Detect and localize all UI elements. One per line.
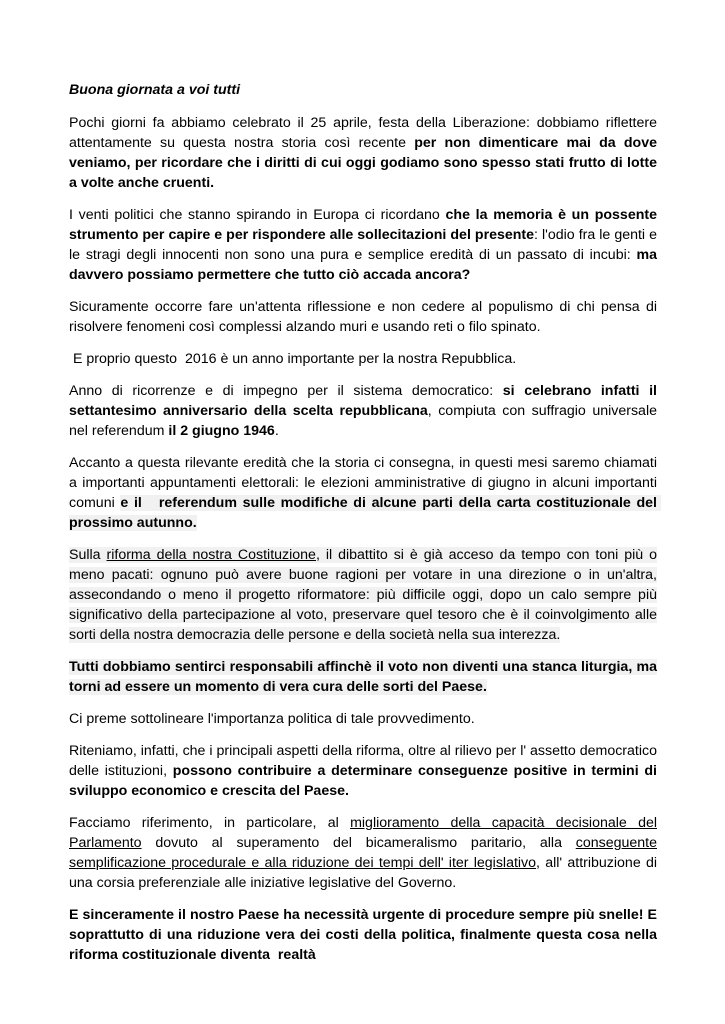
bold-text: il 2 giugno 1946 — [168, 423, 275, 439]
highlighted-text — [69, 547, 657, 643]
paragraph-text: dovuto al superamento del bicameralismo paritario, alla — [141, 835, 576, 851]
bold-text: per non dimenticare mai da dove veniamo, per ricordare che i diritti di cui oggi godiamo sono spesso stati frutto di lotte a volte anche cruenti. — [69, 135, 657, 191]
underlined-text: riforma della nostra Costituzione — [106, 547, 316, 563]
paragraph-ricorrenze — [69, 381, 657, 441]
paragraph-2016: E proprio questo 2016 è un anno importante per la nostra Repubblica. — [69, 351, 517, 367]
bold-highlighted-text: e il referendum sulle modifiche di alcune parti della carta costituzionale del prossimo autunno. — [69, 495, 661, 531]
bold-text: E sinceramente il nostro Paese ha necessità urgente di procedure sempre più snelle! E soprattutto di una riduzione vera dei costi della politica, finalmente questa cosa nella riforma costituzionale diventa realtà — [69, 907, 661, 963]
paragraph-importanza: Ci preme sottolineare l'importanza politica di tale provvedimento. — [69, 711, 475, 727]
bold-text: ma davvero possiamo permettere che tutto ciò accada ancora? — [69, 247, 657, 283]
bold-highlighted-text: Tutti dobbiamo sentirci responsabili affinchè il voto non diventi una stanca liturgia, ma torni ad essere un momento di vera cura delle sorti del Paese. — [69, 659, 657, 695]
document-title: Buona giornata a voi tutti — [69, 82, 241, 98]
paragraph-text: Riteniamo, infatti, che i principali aspetti della riforma, oltre al rilievo per l' assetto democratico delle istituzioni, — [69, 743, 657, 779]
paragraph-europa — [69, 205, 657, 285]
paragraph-text: , compiuta con suffragio universale nel referendum — [69, 403, 657, 439]
paragraph-text: , all' attribuzione di una corsia preferenziale alle iniziative legislative del Governo. — [69, 855, 657, 891]
bold-text: si celebrano infatti il settantesimo anniversario della scelta repubblicana — [69, 383, 657, 419]
document-page — [69, 80, 661, 977]
paragraph-text: Anno di ricorrenze e di impegno per il sistema democratico: — [69, 383, 503, 399]
bold-text: possono contribuire a determinare conseguenze positive in termini di sviluppo economico e crescita del Paese. — [69, 763, 657, 799]
paragraph-text: Pochi giorni fa abbiamo celebrato il 25 aprile, festa della Liberazione: dobbiamo riflettere attentamente su questa nostra storia così recente — [69, 115, 657, 151]
paragraph-responsabili — [69, 657, 657, 697]
paragraph-liberazione — [69, 113, 657, 193]
paragraph-aspetti — [69, 741, 657, 801]
paragraph-elezioni — [69, 453, 661, 533]
paragraph-riforma — [69, 545, 657, 645]
bold-text: che la memoria è un possente strumento per capire e per rispondere alle sollecitazioni del presente — [69, 207, 657, 243]
underlined-text: miglioramento della capacità decisionale del Parlamento — [69, 815, 657, 851]
paragraph-text: I venti politici che stanno spirando in Europa ci ricordano — [69, 207, 446, 223]
paragraph-parlamento — [69, 813, 657, 893]
paragraph-text: : l'odio fra le genti e le stragi degli innocenti non sono una pura e semplice eredità di un passato di incubi: — [69, 227, 657, 263]
underlined-text: conseguente semplificazione procedurale e alla riduzione dei tempi dell' iter legislativo — [69, 835, 657, 871]
paragraph-text: Facciamo riferimento, in particolare, al — [69, 815, 351, 831]
paragraph-text: , il dibattito si è già acceso da tempo con toni più o meno pacati: ognuno può avere buone ragioni per votare in una direzione o in un'altra, assecondando o meno il progetto riformatore: più difficile oggi, dopo un calo sempre più significativo della partecipazione al voto, preservare quel tesoro che è il coinvolgimento alle sorti della nostra democrazia delle persone e della società nella sua interezza. — [69, 547, 657, 643]
paragraph-text: Sulla — [69, 547, 107, 563]
paragraph-text: Accanto a questa rilevante eredità che la storia ci consegna, in questi mesi saremo chiamati a importanti appuntamenti elettorali: le elezioni amministrative di giugno in alcuni importanti comuni — [69, 455, 657, 511]
paragraph-text: . — [274, 423, 279, 439]
paragraph-conclusione — [69, 905, 661, 965]
paragraph-populismo: Sicuramente occorre fare un'attenta riflessione e non cedere al populismo di chi pensa di risolvere fenomeni così complessi alzando muri e usando reti o filo spinato. — [69, 299, 657, 335]
